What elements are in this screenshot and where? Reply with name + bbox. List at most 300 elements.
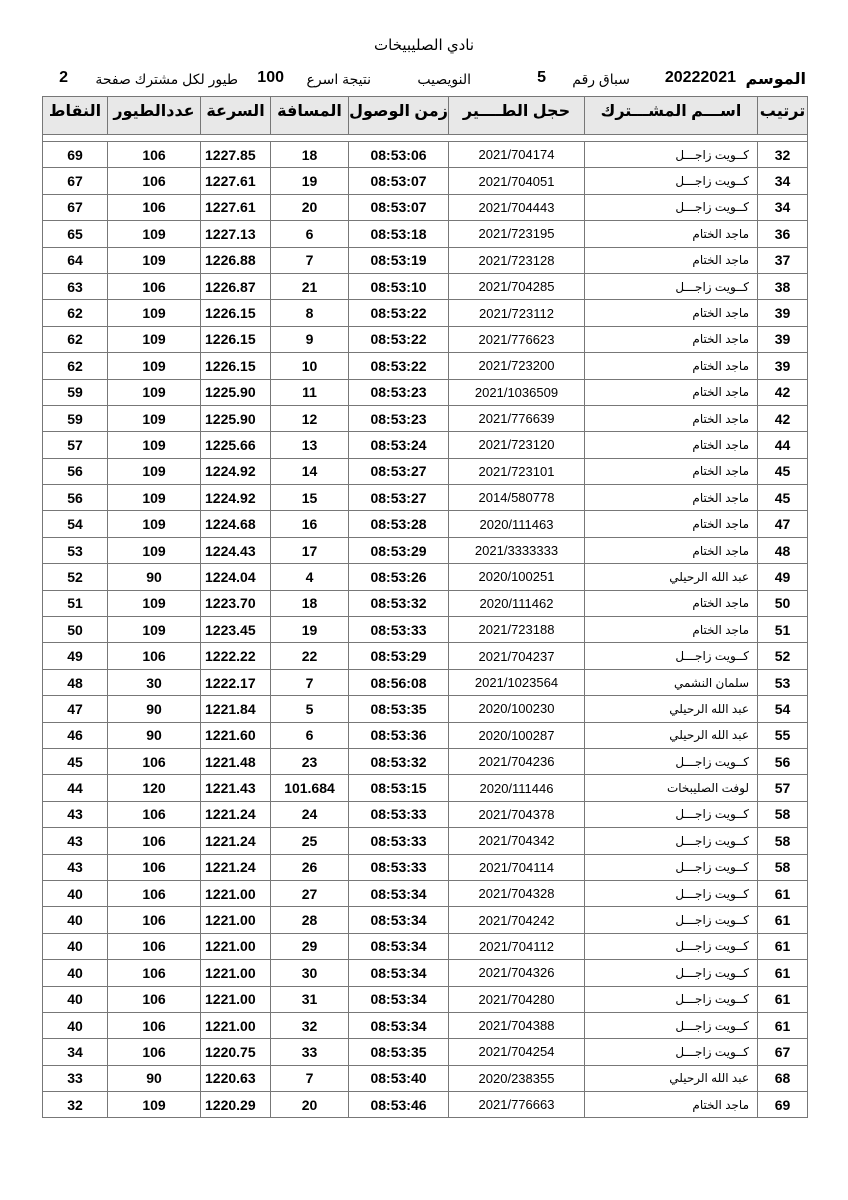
- cell-points: 67: [43, 168, 108, 194]
- cell-ring: 2020/111463: [449, 511, 585, 537]
- cell-dist: 28: [271, 907, 349, 933]
- table-row: [43, 300, 808, 326]
- cell-rank: 61: [758, 880, 808, 906]
- cell-time: 08:53:36: [349, 722, 449, 748]
- cell-name: كــويت زاجـــل: [585, 643, 758, 669]
- table-row: [43, 564, 808, 590]
- cell-dist: 29: [271, 933, 349, 959]
- cell-points: 64: [43, 247, 108, 273]
- cell-speed: 1224.04: [201, 564, 271, 590]
- cell-name: ماجد الختام: [585, 511, 758, 537]
- cell-name: سلمان النشمي: [585, 669, 758, 695]
- col-points: النقاط: [43, 97, 108, 135]
- table-row: [43, 880, 808, 906]
- cell-speed: 1224.92: [201, 485, 271, 511]
- cell-name: ماجد الختام: [585, 326, 758, 352]
- cell-name: ماجد الختام: [585, 379, 758, 405]
- cell-ring: 2021/704112: [449, 933, 585, 959]
- cell-time: 08:53:23: [349, 405, 449, 431]
- cell-birds: 90: [108, 696, 201, 722]
- cell-dist: 27: [271, 880, 349, 906]
- cell-time: 08:53:40: [349, 1065, 449, 1091]
- cell-ring: 2021/704443: [449, 194, 585, 220]
- race-label: سباق رقم: [572, 71, 630, 87]
- cell-rank: 38: [758, 273, 808, 299]
- cell-points: 40: [43, 960, 108, 986]
- cell-birds: 109: [108, 485, 201, 511]
- cell-ring: 2020/238355: [449, 1065, 585, 1091]
- cell-ring: 2021/723200: [449, 353, 585, 379]
- results-table: [42, 96, 808, 1118]
- cell-speed: 1221.43: [201, 775, 271, 801]
- cell-rank: 34: [758, 194, 808, 220]
- cell-dist: 30: [271, 960, 349, 986]
- cell-time: 08:53:22: [349, 353, 449, 379]
- cell-dist: 16: [271, 511, 349, 537]
- cell-birds: 106: [108, 933, 201, 959]
- cell-ring: 2020/100287: [449, 722, 585, 748]
- cell-ring: 2014/580778: [449, 485, 585, 511]
- cell-speed: 1225.66: [201, 432, 271, 458]
- cell-rank: 61: [758, 986, 808, 1012]
- cell-birds: 106: [108, 801, 201, 827]
- cell-name: لوفت الصليبخات: [585, 775, 758, 801]
- cell-time: 08:53:34: [349, 986, 449, 1012]
- cell-birds: 106: [108, 168, 201, 194]
- table-row: [43, 432, 808, 458]
- cell-name: ماجد الختام: [585, 221, 758, 247]
- cell-ring: 2021/704328: [449, 880, 585, 906]
- cell-speed: 1224.92: [201, 458, 271, 484]
- table-row: [43, 722, 808, 748]
- table-header-row: [43, 97, 808, 135]
- cell-birds: 109: [108, 511, 201, 537]
- cell-name: كــويت زاجـــل: [585, 986, 758, 1012]
- cell-ring: 2021/776639: [449, 405, 585, 431]
- cell-birds: 90: [108, 722, 201, 748]
- cell-points: 48: [43, 669, 108, 695]
- cell-birds: 106: [108, 273, 201, 299]
- cell-name: ماجد الختام: [585, 353, 758, 379]
- cell-time: 08:53:33: [349, 854, 449, 880]
- cell-birds: 106: [108, 1039, 201, 1065]
- cell-rank: 58: [758, 854, 808, 880]
- cell-birds: 106: [108, 986, 201, 1012]
- cell-time: 08:53:34: [349, 907, 449, 933]
- cell-points: 43: [43, 854, 108, 880]
- cell-rank: 52: [758, 643, 808, 669]
- cell-rank: 48: [758, 537, 808, 563]
- cell-dist: 31: [271, 986, 349, 1012]
- cell-dist: 23: [271, 748, 349, 774]
- cell-points: 33: [43, 1065, 108, 1091]
- cell-points: 54: [43, 511, 108, 537]
- cell-speed: 1227.61: [201, 194, 271, 220]
- cell-points: 40: [43, 880, 108, 906]
- cell-birds: 109: [108, 326, 201, 352]
- cell-dist: 17: [271, 537, 349, 563]
- cell-ring: 2021/723128: [449, 247, 585, 273]
- cell-time: 08:53:07: [349, 168, 449, 194]
- cell-birds: 109: [108, 432, 201, 458]
- cell-name: ماجد الختام: [585, 537, 758, 563]
- cell-dist: 18: [271, 142, 349, 168]
- cell-points: 65: [43, 221, 108, 247]
- cell-rank: 44: [758, 432, 808, 458]
- cell-rank: 39: [758, 353, 808, 379]
- cell-points: 51: [43, 590, 108, 616]
- cell-birds: 109: [108, 458, 201, 484]
- cell-points: 40: [43, 907, 108, 933]
- cell-name: كــويت زاجـــل: [585, 273, 758, 299]
- cell-name: ماجد الختام: [585, 405, 758, 431]
- cell-points: 45: [43, 748, 108, 774]
- cell-name: عبد الله الرحيلي: [585, 722, 758, 748]
- race-number: 5: [537, 69, 546, 86]
- table-row: [43, 643, 808, 669]
- cell-points: 62: [43, 353, 108, 379]
- cell-rank: 68: [758, 1065, 808, 1091]
- cell-speed: 1221.24: [201, 828, 271, 854]
- cell-dist: 4: [271, 564, 349, 590]
- cell-time: 08:53:26: [349, 564, 449, 590]
- table-row: [43, 1092, 808, 1118]
- cell-rank: 54: [758, 696, 808, 722]
- cell-rank: 39: [758, 300, 808, 326]
- page-label: طيور لكل مشترك صفحة: [95, 71, 238, 87]
- cell-name: كــويت زاجـــل: [585, 907, 758, 933]
- table-row: [43, 854, 808, 880]
- cell-rank: 49: [758, 564, 808, 590]
- table-row: [43, 511, 808, 537]
- cell-time: 08:53:46: [349, 1092, 449, 1118]
- cell-points: 40: [43, 986, 108, 1012]
- cell-dist: 10: [271, 353, 349, 379]
- cell-dist: 24: [271, 801, 349, 827]
- cell-dist: 7: [271, 669, 349, 695]
- page-number: 2: [59, 69, 68, 86]
- cell-time: 08:53:35: [349, 696, 449, 722]
- cell-rank: 45: [758, 485, 808, 511]
- cell-rank: 42: [758, 405, 808, 431]
- table-row: [43, 775, 808, 801]
- cell-name: كــويت زاجـــل: [585, 801, 758, 827]
- cell-points: 62: [43, 300, 108, 326]
- cell-dist: 33: [271, 1039, 349, 1065]
- cell-time: 08:53:34: [349, 933, 449, 959]
- cell-dist: 19: [271, 168, 349, 194]
- table-body: [43, 135, 808, 1118]
- cell-speed: 1221.84: [201, 696, 271, 722]
- cell-speed: 1225.90: [201, 379, 271, 405]
- table-row: [43, 273, 808, 299]
- cell-time: 08:53:29: [349, 537, 449, 563]
- cell-dist: 21: [271, 273, 349, 299]
- col-rank: ترتيب: [758, 97, 808, 135]
- cell-speed: 1220.75: [201, 1039, 271, 1065]
- cell-birds: 109: [108, 617, 201, 643]
- cell-birds: 106: [108, 748, 201, 774]
- cell-ring: 2021/723112: [449, 300, 585, 326]
- cell-birds: 109: [108, 537, 201, 563]
- col-time: زمن الوصول: [349, 97, 449, 135]
- cell-ring: 2021/704237: [449, 643, 585, 669]
- cell-time: 08:53:18: [349, 221, 449, 247]
- cell-birds: 106: [108, 880, 201, 906]
- cell-speed: 1226.15: [201, 353, 271, 379]
- cell-speed: 1226.15: [201, 326, 271, 352]
- cell-dist: 19: [271, 617, 349, 643]
- cell-points: 47: [43, 696, 108, 722]
- club-title: نادي الصليبيخات: [374, 37, 474, 54]
- cell-ring: 2021/723101: [449, 458, 585, 484]
- cell-speed: 1222.22: [201, 643, 271, 669]
- cell-speed: 1227.13: [201, 221, 271, 247]
- cell-speed: 1226.88: [201, 247, 271, 273]
- cell-ring: 2021/704051: [449, 168, 585, 194]
- cell-speed: 1224.43: [201, 537, 271, 563]
- cell-name: كــويت زاجـــل: [585, 1012, 758, 1038]
- cell-speed: 1227.85: [201, 142, 271, 168]
- cell-birds: 109: [108, 353, 201, 379]
- cell-speed: 1220.29: [201, 1092, 271, 1118]
- cell-name: ماجد الختام: [585, 617, 758, 643]
- cell-name: ماجد الختام: [585, 485, 758, 511]
- cell-birds: 109: [108, 1092, 201, 1118]
- cell-birds: 120: [108, 775, 201, 801]
- cell-dist: 20: [271, 1092, 349, 1118]
- cell-speed: 1225.90: [201, 405, 271, 431]
- cell-points: 49: [43, 643, 108, 669]
- cell-dist: 7: [271, 1065, 349, 1091]
- cell-rank: 32: [758, 142, 808, 168]
- table-row: [43, 907, 808, 933]
- cell-rank: 61: [758, 907, 808, 933]
- table-row: [43, 247, 808, 273]
- cell-name: كــويت زاجـــل: [585, 194, 758, 220]
- cell-name: كــويت زاجـــل: [585, 880, 758, 906]
- cell-points: 62: [43, 326, 108, 352]
- cell-birds: 106: [108, 194, 201, 220]
- cell-rank: 55: [758, 722, 808, 748]
- cell-speed: 1221.00: [201, 880, 271, 906]
- cell-dist: 6: [271, 722, 349, 748]
- cell-speed: 1221.00: [201, 986, 271, 1012]
- cell-birds: 90: [108, 564, 201, 590]
- col-distance: المسافة: [271, 97, 349, 135]
- cell-ring: 2021/704254: [449, 1039, 585, 1065]
- cell-time: 08:53:28: [349, 511, 449, 537]
- cell-dist: 13: [271, 432, 349, 458]
- cell-birds: 109: [108, 221, 201, 247]
- cell-rank: 50: [758, 590, 808, 616]
- cell-ring: 2021/704236: [449, 748, 585, 774]
- cell-rank: 34: [758, 168, 808, 194]
- cell-name: كــويت زاجـــل: [585, 828, 758, 854]
- cell-points: 32: [43, 1092, 108, 1118]
- table-row: [43, 221, 808, 247]
- cell-ring: 2020/100251: [449, 564, 585, 590]
- cell-time: 08:53:22: [349, 300, 449, 326]
- cell-ring: 2021/704285: [449, 273, 585, 299]
- cell-time: 08:53:33: [349, 828, 449, 854]
- table-row: [43, 142, 808, 168]
- cell-dist: 8: [271, 300, 349, 326]
- cell-birds: 106: [108, 142, 201, 168]
- cell-dist: 20: [271, 194, 349, 220]
- cell-birds: 109: [108, 247, 201, 273]
- cell-name: ماجد الختام: [585, 247, 758, 273]
- cell-rank: 39: [758, 326, 808, 352]
- cell-birds: 109: [108, 379, 201, 405]
- cell-speed: 1221.24: [201, 854, 271, 880]
- cell-birds: 109: [108, 300, 201, 326]
- cell-time: 08:53:07: [349, 194, 449, 220]
- cell-name: عبد الله الرحيلي: [585, 1065, 758, 1091]
- cell-rank: 36: [758, 221, 808, 247]
- cell-rank: 56: [758, 748, 808, 774]
- cell-speed: 1221.00: [201, 933, 271, 959]
- cell-ring: 2021/704388: [449, 1012, 585, 1038]
- cell-birds: 106: [108, 854, 201, 880]
- race-name: النويصيب: [417, 71, 471, 87]
- cell-dist: 14: [271, 458, 349, 484]
- cell-time: 08:53:06: [349, 142, 449, 168]
- cell-name: كــويت زاجـــل: [585, 1039, 758, 1065]
- table-row: [43, 801, 808, 827]
- cell-ring: 2021/723120: [449, 432, 585, 458]
- cell-birds: 106: [108, 960, 201, 986]
- cell-name: كــويت زاجـــل: [585, 748, 758, 774]
- cell-dist: 22: [271, 643, 349, 669]
- cell-time: 08:53:22: [349, 326, 449, 352]
- cell-rank: 69: [758, 1092, 808, 1118]
- cell-speed: 1221.48: [201, 748, 271, 774]
- cell-speed: 1221.24: [201, 801, 271, 827]
- cell-ring: 2021/704242: [449, 907, 585, 933]
- season-label: الموسم: [745, 71, 806, 88]
- cell-birds: 30: [108, 669, 201, 695]
- cell-points: 59: [43, 379, 108, 405]
- cell-rank: 37: [758, 247, 808, 273]
- cell-rank: 47: [758, 511, 808, 537]
- cell-points: 56: [43, 458, 108, 484]
- table-row: [43, 590, 808, 616]
- cell-ring: 2021/723195: [449, 221, 585, 247]
- cell-ring: 2021/704174: [449, 142, 585, 168]
- table-row: [43, 933, 808, 959]
- cell-time: 08:53:32: [349, 590, 449, 616]
- table-row: [43, 458, 808, 484]
- cell-time: 08:53:33: [349, 801, 449, 827]
- cell-speed: 1221.00: [201, 1012, 271, 1038]
- cell-dist: 9: [271, 326, 349, 352]
- cell-birds: 106: [108, 1012, 201, 1038]
- cell-speed: 1226.87: [201, 273, 271, 299]
- cell-points: 59: [43, 405, 108, 431]
- table-row: [43, 828, 808, 854]
- cell-rank: 67: [758, 1039, 808, 1065]
- table-row: [43, 405, 808, 431]
- season-value: 20222021: [664, 69, 736, 86]
- cell-time: 08:53:10: [349, 273, 449, 299]
- cell-speed: 1224.68: [201, 511, 271, 537]
- table-row: [43, 379, 808, 405]
- table-row: [43, 194, 808, 220]
- table-row: [43, 617, 808, 643]
- cell-rank: 57: [758, 775, 808, 801]
- cell-ring: 2021/776663: [449, 1092, 585, 1118]
- cell-name: كــويت زاجـــل: [585, 854, 758, 880]
- cell-ring: 2020/111446: [449, 775, 585, 801]
- table-row: [43, 960, 808, 986]
- cell-speed: 1223.45: [201, 617, 271, 643]
- cell-rank: 45: [758, 458, 808, 484]
- cell-time: 08:53:19: [349, 247, 449, 273]
- fastest-value: 100: [257, 69, 284, 86]
- cell-dist: 6: [271, 221, 349, 247]
- cell-time: 08:53:35: [349, 1039, 449, 1065]
- cell-name: كــويت زاجـــل: [585, 142, 758, 168]
- cell-speed: 1220.63: [201, 1065, 271, 1091]
- cell-speed: 1222.17: [201, 669, 271, 695]
- cell-name: ماجد الختام: [585, 590, 758, 616]
- table-row: [43, 1039, 808, 1065]
- cell-birds: 109: [108, 590, 201, 616]
- table-row: [43, 537, 808, 563]
- cell-points: 44: [43, 775, 108, 801]
- cell-birds: 109: [108, 405, 201, 431]
- cell-ring: 2021/704326: [449, 960, 585, 986]
- cell-rank: 58: [758, 801, 808, 827]
- cell-ring: 2021/704114: [449, 854, 585, 880]
- col-ring: حجل الطــــير: [449, 97, 585, 135]
- cell-time: 08:53:15: [349, 775, 449, 801]
- cell-points: 43: [43, 828, 108, 854]
- cell-points: 56: [43, 485, 108, 511]
- cell-points: 57: [43, 432, 108, 458]
- table-row: [43, 986, 808, 1012]
- cell-name: كــويت زاجـــل: [585, 960, 758, 986]
- cell-ring: 2020/100230: [449, 696, 585, 722]
- cell-time: 08:53:29: [349, 643, 449, 669]
- cell-ring: 2021/704342: [449, 828, 585, 854]
- cell-dist: 32: [271, 1012, 349, 1038]
- table-row: [43, 748, 808, 774]
- cell-points: 46: [43, 722, 108, 748]
- cell-birds: 106: [108, 907, 201, 933]
- cell-name: ماجد الختام: [585, 1092, 758, 1118]
- cell-speed: 1221.60: [201, 722, 271, 748]
- cell-speed: 1221.00: [201, 907, 271, 933]
- cell-birds: 106: [108, 643, 201, 669]
- cell-rank: 61: [758, 960, 808, 986]
- cell-speed: 1221.00: [201, 960, 271, 986]
- cell-ring: 2021/704378: [449, 801, 585, 827]
- cell-dist: 11: [271, 379, 349, 405]
- cell-ring: 2021/704280: [449, 986, 585, 1012]
- table-row: [43, 669, 808, 695]
- table-row: [43, 326, 808, 352]
- cell-birds: 106: [108, 828, 201, 854]
- table-row: [43, 353, 808, 379]
- cell-ring: 2021/723188: [449, 617, 585, 643]
- cell-points: 63: [43, 273, 108, 299]
- cell-name: ماجد الختام: [585, 458, 758, 484]
- cell-points: 50: [43, 617, 108, 643]
- cell-dist: 5: [271, 696, 349, 722]
- cell-time: 08:53:24: [349, 432, 449, 458]
